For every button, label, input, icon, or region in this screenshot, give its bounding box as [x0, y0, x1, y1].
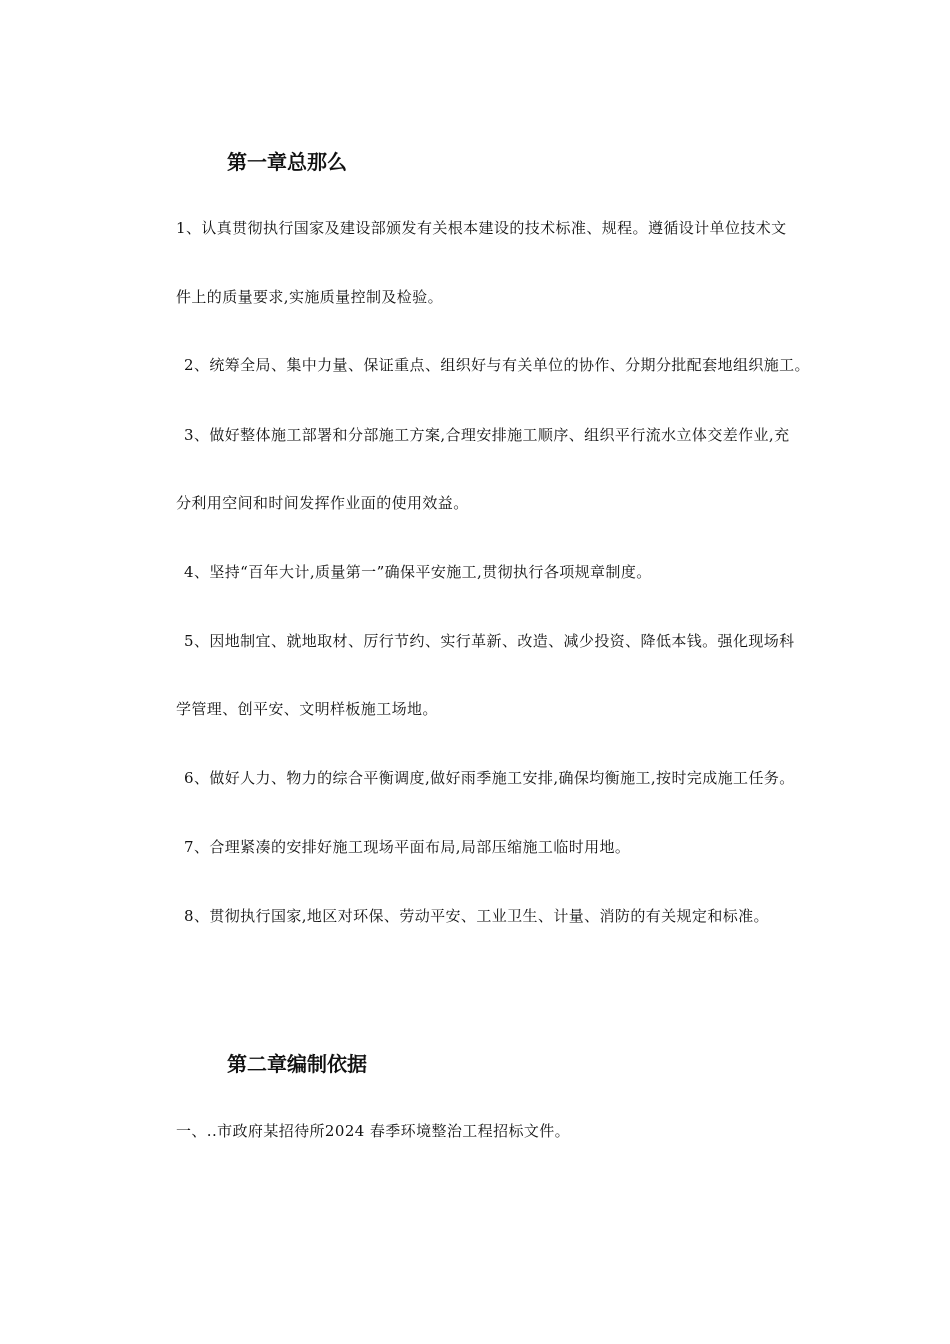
- clause-5-line-1: 5、因地制宜、就地取材、厉行节约、实行革新、改造、减少投资、降低本钱。强化现场科: [184, 632, 795, 650]
- clause-2: 2、统筹全局、集中力量、保证重点、组织好与有关单位的协作、分期分批配套地组织施工。: [184, 356, 810, 374]
- chapter-2-title: 第二章编制依据: [227, 1052, 367, 1076]
- clause-4: 4、坚持“百年大计,质量第一”确保平安施工,贯彻执行各项规章制度。: [184, 563, 652, 581]
- clause-3-line-1: 3、做好整体施工部署和分部施工方案,合理安排施工顺序、组织平行流水立体交差作业,充: [184, 426, 790, 444]
- clause-1-line-2: 件上的质量要求,实施质量控制及检验。: [176, 288, 443, 306]
- clause-3-line-2: 分利用空间和时间发挥作业面的使用效益。: [176, 494, 469, 512]
- clause-1-line-1: 1、认真贯彻执行国家及建设部颁发有关根本建设的技术标准、规程。遵循设计单位技术文: [176, 219, 787, 237]
- clause-6: 6、做好人力、物力的综合平衡调度,做好雨季施工安排,确保均衡施工,按时完成施工任务。: [184, 769, 795, 787]
- chapter-1-title: 第一章总那么: [227, 150, 347, 174]
- clause-8: 8、贯彻执行国家,地区对环保、劳动平安、工业卫生、计量、消防的有关规定和标准。: [184, 907, 769, 925]
- basis-1: 一、..市政府某招待所2024 春季环境整治工程招标文件。: [176, 1122, 571, 1140]
- clause-7: 7、合理紧凑的安排好施工现场平面布局,局部压缩施工临时用地。: [184, 838, 631, 856]
- clause-5-line-2: 学管理、创平安、文明样板施工场地。: [176, 700, 438, 718]
